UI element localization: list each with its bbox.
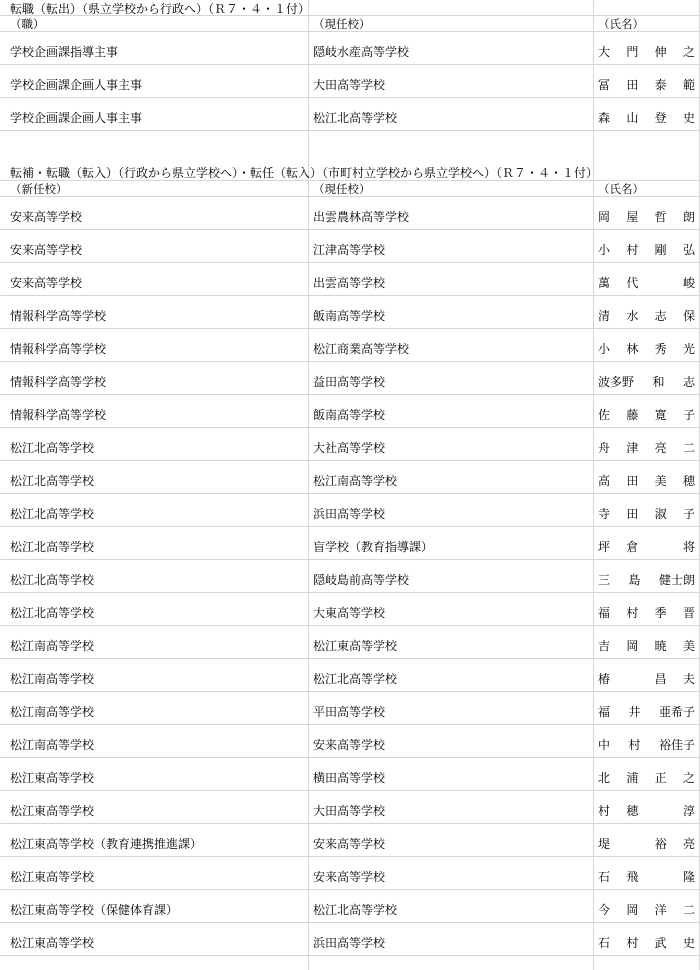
cell-person-name: 森 山 登 史 [598, 111, 695, 125]
cell-col1: 松江東高等学校（教育連携推進課） [10, 837, 203, 851]
cell-col1: 松江北高等学校 [10, 507, 95, 521]
table-row [0, 857, 700, 890]
table-row [0, 98, 700, 131]
cell-person-name: 三 島 健士朗 [598, 573, 695, 587]
section1-header-row [0, 16, 700, 32]
cell-person-name: 福 村 季 晋 [598, 606, 695, 620]
cell-col1: 情報科学高等学校 [10, 408, 107, 422]
header-current-school: （現任校） [313, 182, 371, 196]
cell-col1: 松江南高等学校 [10, 672, 95, 686]
cell-col2: 浜田高等学校 [313, 936, 386, 950]
cell-col2: 飯南高等学校 [313, 309, 386, 323]
table-row [0, 395, 700, 428]
cell-person-name: 村 穂 淳 [598, 804, 695, 818]
cell-person-name: 小 村 剛 弘 [598, 243, 695, 257]
table-row [0, 527, 700, 560]
cell-col2: 益田高等学校 [313, 375, 386, 389]
cell-col2: 浜田高等学校 [313, 507, 386, 521]
cell-col2: 松江南高等学校 [313, 474, 398, 488]
cell-person-name: 堤 裕 亮 [598, 837, 695, 851]
table-row [0, 197, 700, 230]
cell-person-name: 冨 田 泰 範 [598, 78, 695, 92]
cell-col1: 安来高等学校 [10, 276, 83, 290]
cell-col1: 学校企画課企画人事主事 [10, 111, 143, 125]
table-row [0, 593, 700, 626]
cell-col1: 松江東高等学校 [10, 936, 95, 950]
cell-col2: 大東高等学校 [313, 606, 386, 620]
header-name: （氏名） [598, 17, 644, 31]
cell-col1: 松江南高等学校 [10, 705, 95, 719]
cell-col2: 出雲農林高等学校 [313, 210, 410, 224]
cell-person-name: 萬 代 峻 [598, 276, 695, 290]
header-new-school: （新任校） [10, 182, 68, 196]
cell-col1: 松江東高等学校（保健体育課） [10, 903, 179, 917]
cell-col1: 学校企画課指導主事 [10, 45, 119, 59]
table-row [0, 791, 700, 824]
cell-person-name: 福 井 亜希子 [598, 705, 695, 719]
cell-col2: 松江北高等学校 [313, 111, 398, 125]
table-row [0, 923, 700, 956]
cell-person-name: 寺 田 淑 子 [598, 507, 695, 521]
cell-col1: 松江北高等学校 [10, 540, 95, 554]
cell-person-name: 椿 昌 夫 [598, 672, 695, 686]
header-post: （職） [10, 17, 45, 31]
cell-col1: 松江北高等学校 [10, 573, 95, 587]
table-row [0, 329, 700, 362]
cell-col1: 松江東高等学校 [10, 771, 95, 785]
cell-col2: 大社高等学校 [313, 441, 386, 455]
cell-col1: 情報科学高等学校 [10, 342, 107, 356]
cell-col1: 松江北高等学校 [10, 474, 95, 488]
table-row [0, 494, 700, 527]
cell-person-name: 吉 岡 暁 美 [598, 639, 695, 653]
header-name: （氏名） [598, 182, 644, 196]
cell-col1: 松江南高等学校 [10, 639, 95, 653]
table-row [0, 230, 700, 263]
section2-title-row [0, 165, 700, 181]
cell-col1: 情報科学高等学校 [10, 375, 107, 389]
cell-col1: 松江南高等学校 [10, 738, 95, 752]
table-row [0, 824, 700, 857]
cell-col2: 大田高等学校 [313, 804, 386, 818]
table-row [0, 659, 700, 692]
cell-col1: 情報科学高等学校 [10, 309, 107, 323]
cell-col1: 松江北高等学校 [10, 441, 95, 455]
table-row [0, 296, 700, 329]
cell-person-name: 今 岡 洋 二 [598, 903, 695, 917]
table-row [0, 263, 700, 296]
cell-person-name: 大 門 伸 之 [598, 45, 695, 59]
table-row [0, 461, 700, 494]
cell-col2: 安来高等学校 [313, 870, 386, 884]
cell-col2: 松江北高等学校 [313, 903, 398, 917]
cell-person-name: 清 水 志 保 [598, 309, 695, 323]
header-current-school: （現任校） [313, 17, 371, 31]
cell-col2: 大田高等学校 [313, 78, 386, 92]
table-row [0, 692, 700, 725]
cell-person-name: 石 村 武 史 [598, 936, 695, 950]
section2-header-row [0, 181, 700, 197]
cell-col2: 盲学校（教育指導課） [313, 540, 434, 554]
cell-col2: 隠岐島前高等学校 [313, 573, 410, 587]
cell-col2: 松江東高等学校 [313, 639, 398, 653]
cell-person-name: 高 田 美 穂 [598, 474, 695, 488]
cell-person-name: 舟 津 亮 二 [598, 441, 695, 455]
table-row [0, 560, 700, 593]
cell-col2: 安来高等学校 [313, 837, 386, 851]
table-row [0, 758, 700, 791]
cell-person-name: 坪 倉 将 [598, 540, 695, 554]
cell-person-name: 波多野 和 志 [598, 375, 695, 389]
section2-title: 転補・転職（転入）（行政から県立学校へ）・転任（転入）（市町村立学校から県立学校へ）（Ｒ７・４・１付） [10, 166, 599, 180]
cell-col2: 安来高等学校 [313, 738, 386, 752]
cell-col2: 飯南高等学校 [313, 408, 386, 422]
table-row [0, 626, 700, 659]
cell-col2: 松江商業高等学校 [313, 342, 410, 356]
cell-person-name: 北 浦 正 之 [598, 771, 695, 785]
cell-col1: 安来高等学校 [10, 210, 83, 224]
cell-col1: 松江北高等学校 [10, 606, 95, 620]
cell-col2: 隠岐水産高等学校 [313, 45, 410, 59]
cell-person-name: 岡 屋 哲 朗 [598, 210, 695, 224]
cell-person-name: 中 村 裕佳子 [598, 738, 695, 752]
table-row [0, 890, 700, 923]
section1-title: 転職（転出）（県立学校から行政へ）（Ｒ７・４・１付） [10, 2, 311, 16]
cell-col1: 学校企画課企画人事主事 [10, 78, 143, 92]
cell-col2: 出雲高等学校 [313, 276, 386, 290]
cell-col1: 松江東高等学校 [10, 804, 95, 818]
cell-col2: 平田高等学校 [313, 705, 386, 719]
cell-person-name: 石 飛 隆 [598, 870, 695, 884]
cell-col2: 横田高等学校 [313, 771, 386, 785]
section1-title-row [0, 0, 700, 16]
cell-col2: 松江北高等学校 [313, 672, 398, 686]
cell-col2: 江津高等学校 [313, 243, 386, 257]
cell-col1: 安来高等学校 [10, 243, 83, 257]
table-row [0, 725, 700, 758]
table-row [0, 362, 700, 395]
table-row [0, 65, 700, 98]
table-row [0, 32, 700, 65]
cell-person-name: 佐 藤 寛 子 [598, 408, 695, 422]
table-row [0, 428, 700, 461]
cell-person-name: 小 林 秀 光 [598, 342, 695, 356]
cell-col1: 松江東高等学校 [10, 870, 95, 884]
